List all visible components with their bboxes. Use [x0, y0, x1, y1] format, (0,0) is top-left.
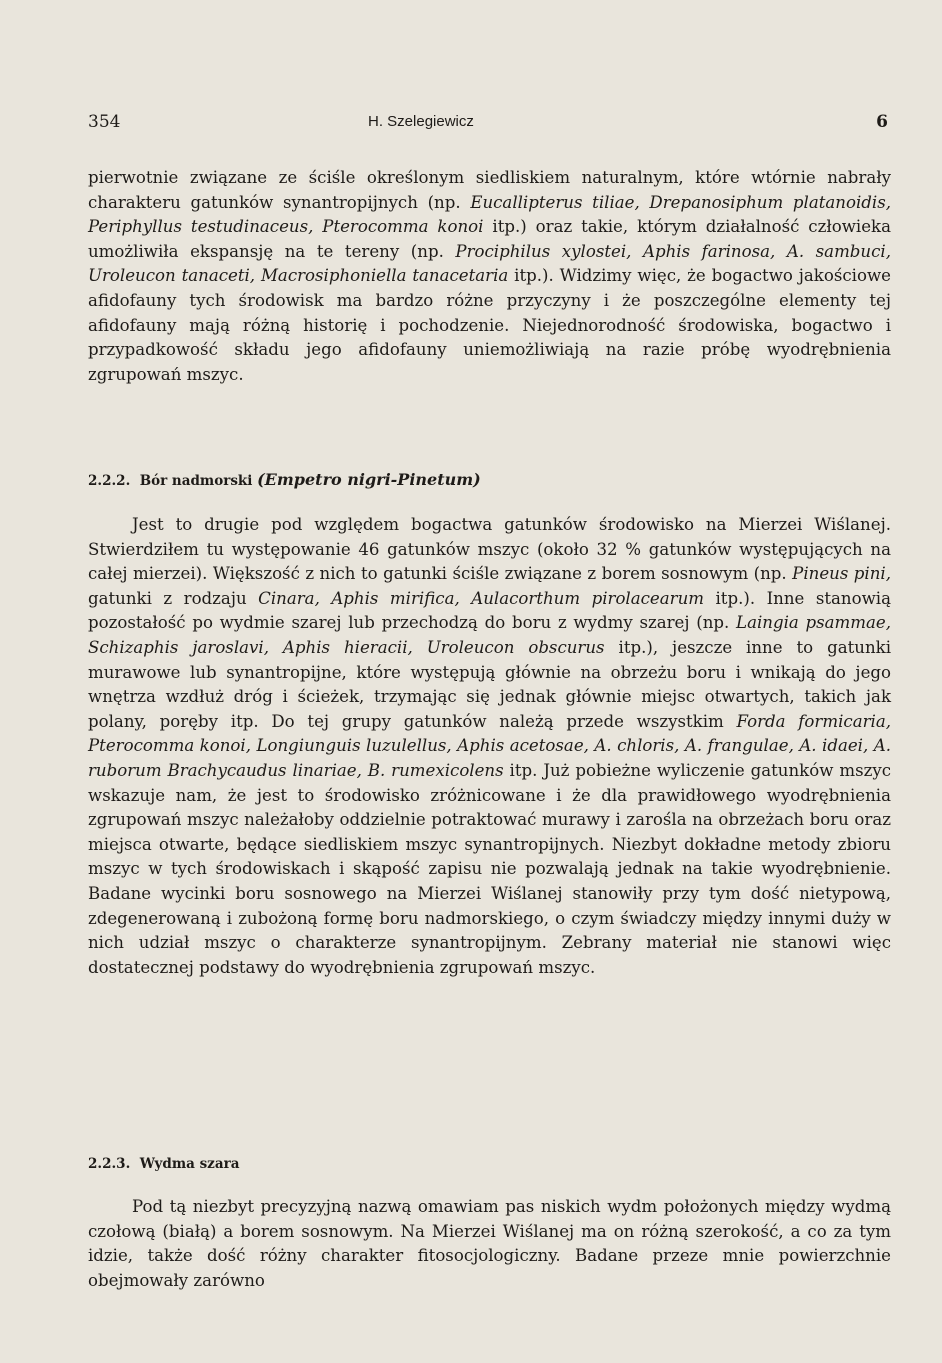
paragraph-3	[88, 1195, 891, 1293]
p2-species-4: Forda formicaria, Pterocomma konoi, Longiunguis luzulellus, Aphis acetosae, A. chloris, A. frangulae, A. idaei, A. ruborum Brachycaudus linariae, B. rumexicolens	[88, 711, 891, 780]
p2-text-3: itp.). Inne stanowią pozostałość po wydmie szarej lub przechodzą do boru z wydmy szarej (np.	[88, 588, 891, 633]
page-header	[88, 112, 888, 138]
p3-text-1: Pod tą niezbyt precyzyjną nazwą omawiam pas niskich wydm położonych między wydmą czołową (białą) a borem sosnowym. Na Mierzei Wiślanej ma on różną szerokość, a co za tym idzie, także dość różny charakter fitosocjologiczny. Badane przeze mnie powierzchnie obejmowały zarówno	[88, 1197, 891, 1290]
p1-species-2: Prociphilus xylostei, Aphis farinosa, A. sambuci, Uroleucon tanaceti, Macrosiphoniella tanacetaria	[88, 241, 891, 286]
heading-latin: (Empetro nigri-Pinetum)	[257, 470, 481, 489]
p1-species-1: Eucallipterus tiliae, Drepanosiphum platanoidis, Periphyllus testudinaceus, Pterocomma konoi	[88, 192, 891, 237]
section-number: 6	[876, 112, 888, 132]
heading-number: 2.2.3.	[88, 1156, 131, 1172]
page-number: 354	[88, 112, 121, 132]
heading-number: 2.2.2.	[88, 473, 131, 489]
p1-text-3: itp.). Widzimy więc, że bogactwo jakościowe afidofauny tych środowisk ma bardzo różne przyczyny i że poszczególne elementy tej afidofauny mają różną historię i pochodzenie. Niejednorodność środowiska, bogactwo i przypadkowość składu jego afidofauny uniemożliwiają na razie próbę wyodrębnienia zgrupowań mszyc.	[88, 266, 891, 384]
paragraph-2	[88, 513, 891, 980]
p2-text-5: itp. Już pobieżne wyliczenie gatunków mszyc wskazuje nam, że jest to środowisko zróżnicowane i że dla prawidłowego wyodrębnienia zgrupowań mszyc należałoby oddzielnie potraktować murawy i zarośla na obrzeżach boru oraz miejsca otwarte, będące siedliskiem mszyc synantropijnych. Niezbyt dokładne metody zbioru mszyc w tych środowiskach i skąpość zapisu nie pozwalają jednak na takie wyodrębnienie. Badane wycinki boru sosnowego na Mierzei Wiślanej stanowiły przy tym dość nietypową, zdegenerowaną i zubożoną formę boru nadmorskiego, o czym świadczy między innymi duży w nich udział mszyc o charakterze synantropijnym. Zebrany materiał nie stanowi więc dostatecznej podstawy do wyodrębnienia zgrupowań mszyc.	[88, 760, 891, 977]
section-heading-2-2-3	[88, 1156, 239, 1172]
p2-species-1: Pineus pini,	[792, 564, 891, 584]
heading-title: Bór nadmorski	[139, 473, 253, 489]
p1-text-1: pierwotnie związane ze ściśle określonym siedliskiem naturalnym, które wtórnie nabrały charakteru gatunków synantropijnych (np.	[88, 168, 891, 212]
p2-text-1: Jest to drugie pod względem bogactwa gatunków środowisko na Mierzei Wiślanej. Stwierdziłem tu występowanie 46 gatunków mszyc (około 32 % gatunków występujących na całej mierzei). Większość z nich to gatunki ściśle związane z borem sosnowym (np.	[88, 515, 891, 584]
p2-species-2: Cinara, Aphis mirifica, Aulacorthum pirolacearum	[258, 588, 704, 608]
heading-title: Wydma szara	[139, 1156, 240, 1172]
p2-text-4: itp.), jeszcze inne to gatunki murawowe lub synantropijne, które występują głównie na obrzeżu boru i wnikają do jego wnętrza wzdłuż dróg i ścieżek, trzymając się jednak głównie miejsc otwartych, takich jak polany, poręby itp. Do tej grupy gatunków należą przede wszystkim	[88, 637, 891, 731]
p1-text-2: itp.) oraz takie, którym działalność człowieka umożliwiła ekspansję na te tereny (np.	[88, 217, 891, 261]
p2-species-3: Laingia psammae, Schizaphis jaroslavi, Aphis hieracii, Uroleucon obscurus	[88, 613, 891, 657]
section-heading-2-2-2	[88, 470, 481, 489]
running-head: H. Szelegiewicz	[368, 113, 474, 130]
p2-text-2: gatunki z rodzaju	[88, 588, 259, 608]
paragraph-1	[88, 166, 891, 387]
